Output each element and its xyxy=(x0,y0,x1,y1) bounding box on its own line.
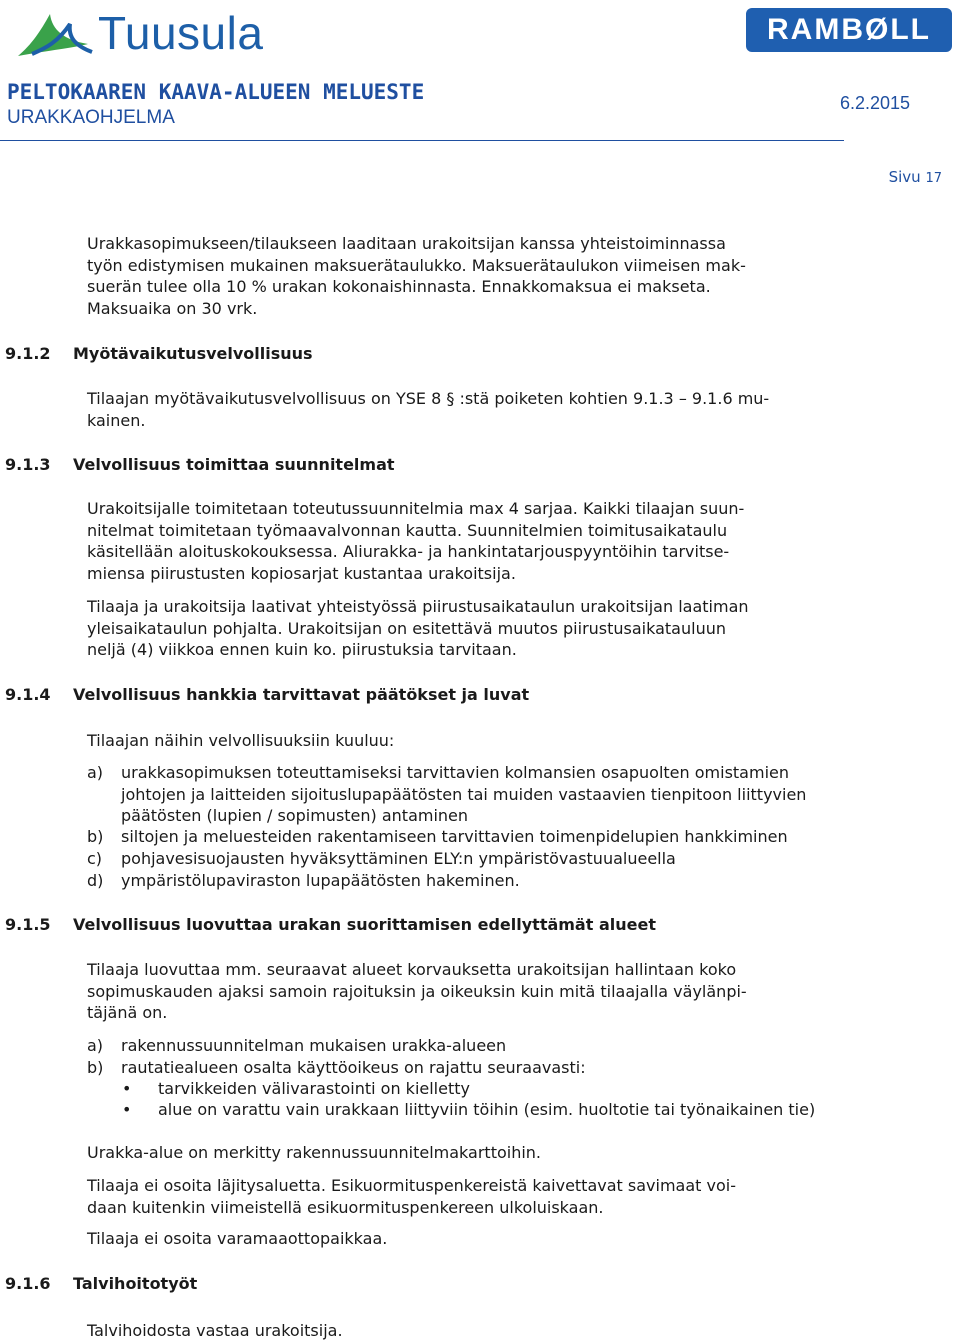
heading-9-1-3 xyxy=(5,455,395,474)
text-line: nitelmat toimitetaan työmaavalvonnan kautta. Suunnitelmien toimitusaikataulu xyxy=(87,520,728,540)
page-number-value: 17 xyxy=(925,171,942,186)
tuusula-emblem-icon xyxy=(12,4,96,64)
section-number: 9.1.6 xyxy=(5,1274,51,1293)
text-line: Tilaaja luovuttaa mm. seuraavat alueet korvauksetta urakoitsijan hallintaan koko xyxy=(87,960,737,979)
section-9-1-5-paragraph-3 xyxy=(87,1175,736,1218)
heading-9-1-6 xyxy=(5,1274,197,1293)
section-9-1-5-paragraph-4: Tilaaja ei osoita varamaaottopaikkaa. xyxy=(87,1229,388,1248)
section-title: Velvollisuus luovuttaa urakan suorittamisen edellyttämät alueet xyxy=(73,915,656,934)
list-marker: c) xyxy=(87,849,103,868)
text-line: daan kuitenkin viimeistellä esikuormituspenkereen ulkoluiskaan. xyxy=(87,1197,604,1217)
section-title: Velvollisuus toimittaa suunnitelmat xyxy=(73,455,395,474)
text-line: yleisaikataulun pohjalta. Urakoitsijan on esitettävä muutos piirustusaikatauluun xyxy=(87,618,726,638)
section-9-1-3-paragraph-1 xyxy=(87,498,744,584)
section-9-1-5-paragraph-1 xyxy=(87,959,747,1024)
list-text: rakennussuunnitelman mukaisen urakka-alueen xyxy=(121,1036,507,1055)
list-marker: b) xyxy=(87,827,104,846)
text-line: Urakkasopimukseen/tilaukseen laaditaan urakoitsijan kanssa yhteistoiminnassa xyxy=(87,234,726,253)
list-text: siltojen ja meluesteiden rakentamiseen tarvittavien toimenpidelupien hankkiminen xyxy=(121,827,788,846)
text-line: Tilaaja ei osoita läjitysaluetta. Esikuormituspenkereistä kaivettavat savimaat voi- xyxy=(87,1176,736,1195)
intro-paragraph xyxy=(87,233,746,319)
page-number xyxy=(889,168,942,186)
section-9-1-3-paragraph-2 xyxy=(87,596,749,661)
list-marker: a) xyxy=(87,763,104,782)
heading-9-1-5 xyxy=(5,915,656,934)
heading-9-1-4 xyxy=(5,685,529,704)
document-subtitle: URAKKAOHJELMA xyxy=(7,107,175,128)
list-text: rautatiealueen osalta käyttöoikeus on rajattu seuraavasti: xyxy=(121,1058,586,1077)
list-item xyxy=(87,848,676,870)
text-line: Urakoitsijalle toimitetaan toteutussuunnitelmia max 4 sarjaa. Kaikki tilaajan suun- xyxy=(87,499,745,518)
list-item xyxy=(87,826,788,848)
text-line: sopimuskauden ajaksi samoin rajoituksin ja oikeuksin kuin mitä tilaajalla väylänpi- xyxy=(87,981,747,1001)
section-title: Velvollisuus hankkia tarvittavat päätökset ja luvat xyxy=(73,685,530,704)
section-number: 9.1.3 xyxy=(5,455,51,474)
section-9-1-6-paragraph: Talvihoidosta vastaa urakoitsija. xyxy=(87,1321,343,1340)
text-line: kainen. xyxy=(87,410,146,430)
section-9-1-5-paragraph-2: Urakka-alue on merkitty rakennussuunnitelmakarttoihin. xyxy=(87,1143,542,1162)
tuusula-wordmark: Tuusula xyxy=(98,7,264,59)
list-text: päätösten (lupien / sopimusten) antaminen xyxy=(121,806,469,825)
section-number: 9.1.4 xyxy=(5,685,51,704)
page-label: Sivu xyxy=(888,168,921,186)
document-title: PELTOKAAREN KAAVA-ALUEEN MELUESTE xyxy=(7,80,425,104)
list-text: urakkasopimuksen toteuttamiseksi tarvittavien kolmansien osapuolten omistamien xyxy=(121,763,789,782)
ramboll-logo: RAMBØLL xyxy=(746,8,952,52)
bullet-item xyxy=(122,1078,470,1100)
text-line: työn edistymisen mukainen maksuerätaulukko. Maksuerätaulukon viimeisen mak- xyxy=(87,255,746,275)
text-line: Maksuaika on 30 vrk. xyxy=(87,298,258,318)
list-text: pohjavesisuojausten hyväksyttäminen ELY:n ympäristövastuualueella xyxy=(121,849,676,868)
text-line: Tilaaja ja urakoitsija laativat yhteistyössä piirustusaikataulun urakoitsijan laatiman xyxy=(87,597,749,616)
text-line: Tilaajan myötävaikutusvelvollisuus on YSE 8 § :stä poiketen kohtien 9.1.3 – 9.1.6 mu- xyxy=(87,389,770,408)
bullet-text: tarvikkeiden välivarastointi on kielletty xyxy=(158,1079,470,1098)
heading-9-1-2 xyxy=(5,344,313,363)
text-line: miensa piirustusten kopiosarjat kustantaa urakoitsija. xyxy=(87,563,516,583)
document-date: 6.2.2015 xyxy=(840,93,911,113)
bullet-icon: • xyxy=(122,1079,132,1098)
list-text: ympäristölupaviraston lupapäätösten hakeminen. xyxy=(121,871,520,890)
tuusula-logo xyxy=(12,4,312,64)
list-text: johtojen ja laitteiden sijoituslupapäätösten tai muiden vastaavien tienpitoon liittyvien xyxy=(121,784,807,804)
section-9-1-4-intro: Tilaajan näihin velvollisuuksiin kuuluu: xyxy=(87,731,395,750)
list-item xyxy=(87,1057,586,1079)
list-item xyxy=(87,762,806,827)
section-number: 9.1.5 xyxy=(5,915,51,934)
header-divider xyxy=(0,140,844,141)
section-title: Talvihoitotyöt xyxy=(73,1274,198,1293)
section-9-1-2-body xyxy=(87,388,769,431)
text-line: suerän tulee olla 10 % urakan kokonaishinnasta. Ennakkomaksua ei makseta. xyxy=(87,277,711,296)
text-line: käsitellään aloituskokouksessa. Aliurakka- ja hankintatarjouspyyntöihin tarvitse- xyxy=(87,542,730,561)
list-item xyxy=(87,870,520,892)
section-number: 9.1.2 xyxy=(5,344,51,363)
bullet-text: alue on varattu vain urakkaan liittyviin töihin (esim. huoltotie tai työnaikainen tie) xyxy=(158,1100,816,1119)
list-marker: b) xyxy=(87,1058,104,1077)
text-line: täjänä on. xyxy=(87,1003,168,1022)
bullet-icon: • xyxy=(122,1100,132,1119)
list-marker: d) xyxy=(87,871,104,890)
bullet-item xyxy=(122,1099,815,1121)
list-item xyxy=(87,1035,506,1057)
list-marker: a) xyxy=(87,1036,104,1055)
section-title: Myötävaikutusvelvollisuus xyxy=(73,344,313,363)
text-line: neljä (4) viikkoa ennen kuin ko. piirustuksia tarvitaan. xyxy=(87,640,517,659)
